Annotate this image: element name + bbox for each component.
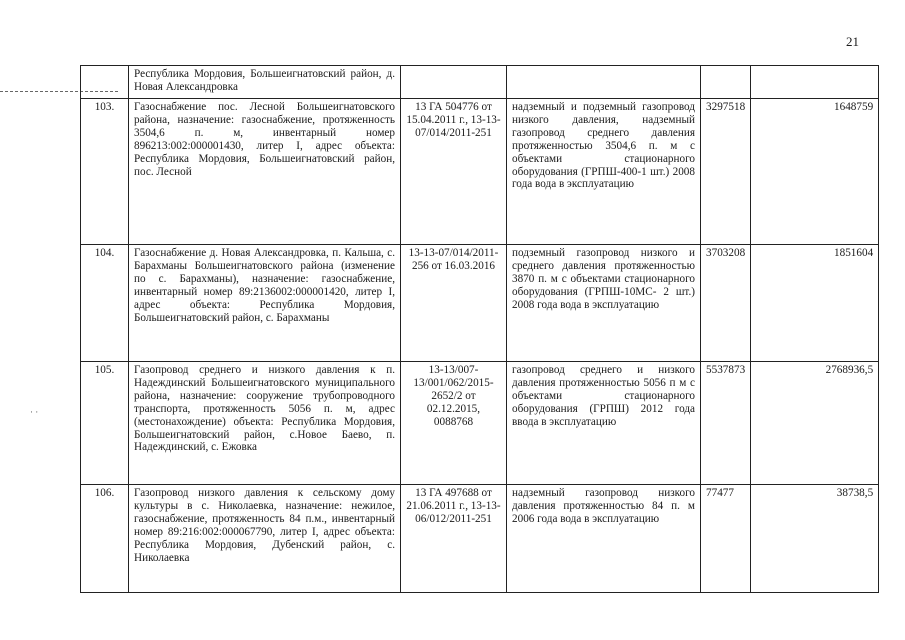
object-description: Газопровод среднего и низкого давления к п. Надеждинский Большеигнатовского муниципального района, назначение: сооружение трубопроводного транспорта, протяженность 5056 п. м, адрес (местонахождение) объекта: Республика Мордовия, Большеигнатовский район, с.Новое Баево, п. Надеждинский, с. Ежовка [129, 362, 401, 485]
technical-characteristics: надземный газопровод низкого давления протяженностью 84 п. м 2006 года вода в эксплуатацию [507, 485, 701, 593]
residual-value: 38738,5 [751, 485, 879, 593]
object-description: Газоснабжение д. Новая Александровка, п. Кальша, с. Барахманы Большеигнатовского района (изменение по с. Барахманы), назначение: газоснабжение, инвентарный номер 89:2136002:000001420, литер I, адрес объекта: Республика Мордовия, Большеигнатовский район, с. Барахманы [129, 245, 401, 362]
registration-document: 13 ГА 497688 от 21.06.2011 г., 13-13-06/012/2011-251 [401, 485, 507, 593]
registration-document: 13-13-07/014/2011-256 от 16.03.2016 [401, 245, 507, 362]
residual-value: 2768936,5 [751, 362, 879, 485]
registration-document [401, 66, 507, 99]
table-row [81, 99, 879, 245]
object-description: Газопровод низкого давления к сельскому дому культуры в с. Николаевка, назначение: нежилое, газоснабжение, протяженность 84 п.м., инвентарный номер 89:216:002:000067790, литер I, адрес объекта: Республика Мордовия, Дубенский район, с. Николаевка [129, 485, 401, 593]
residual-value: 1851604 [751, 245, 879, 362]
row-number: 106. [81, 485, 129, 593]
book-value [701, 66, 751, 99]
row-number: 104. [81, 245, 129, 362]
book-value: 3703208 [701, 245, 751, 362]
book-value: 5537873 [701, 362, 751, 485]
technical-characteristics [507, 66, 701, 99]
technical-characteristics: газопровод среднего и низкого давления протяженностью 5056 п м с объектами стационарного оборудования (ГРПШ) 2012 года ввода в эксплуатацию [507, 362, 701, 485]
row-number: 105. [81, 362, 129, 485]
technical-characteristics: надземный и подземный газопровод низкого давления, надземный газопровод среднего давления протяженностью 3504,6 п. м с объектами стационарного оборудования (ГРПШ-400-1 шт.) 2008 года вода в эксплуатацию [507, 99, 701, 245]
table-row [81, 362, 879, 485]
book-value: 3297518 [701, 99, 751, 245]
row-number [81, 66, 129, 99]
page-number: 21 [846, 34, 859, 49]
object-description: Газоснабжение пос. Лесной Большеигнатовского района, назначение: газоснабжение, протяженность 3504,6 п. м, инвентарный номер 896213:002:000001430, литер I, адрес объекта: Республика Мордовия, Большеигнатовский район, пос. Лесной [129, 99, 401, 245]
row-number: 103. [81, 99, 129, 245]
table-row [81, 66, 879, 99]
residual-value: 1648759 [751, 99, 879, 245]
object-description: Республика Мордовия, Большеигнатовский район, д. Новая Александровка [129, 66, 401, 99]
registration-document: 13 ГА 504776 от 15.04.2011 г., 13-13-07/014/2011-251 [401, 99, 507, 245]
property-registry-table [80, 65, 879, 593]
residual-value [751, 66, 879, 99]
table-row [81, 245, 879, 362]
technical-characteristics: подземный газопровод низкого и среднего давления протяженностью 3870 п. м с объектами стационарного оборудования (ГРПШ-10МС- 2 шт.) 2008 года вода в эксплуатацию [507, 245, 701, 362]
registration-document: 13-13/007-13/001/062/2015-2652/2 от 02.12.2015, 0088768 [401, 362, 507, 485]
book-value: 77477 [701, 485, 751, 593]
scan-artifact-dots: · · [30, 407, 39, 417]
table-row [81, 485, 879, 593]
